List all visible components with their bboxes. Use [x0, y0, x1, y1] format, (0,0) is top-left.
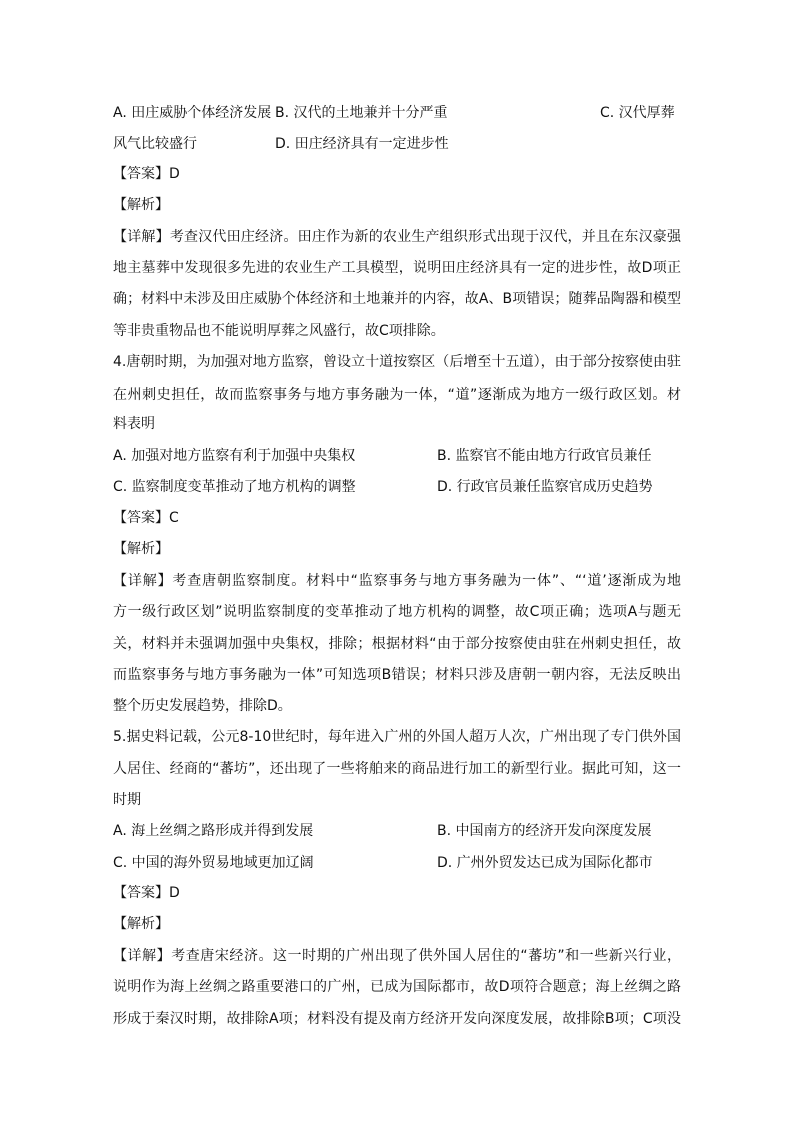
- q3-detail-line: 地主墓葬中发现很多先进的农业生产工具模型，说明田庄经济具有一定的进步性，故D项正: [113, 260, 681, 276]
- q5-stem-line: 人居住、经商的“蕃坊”，还出现了一些将舶来的商品进行加工的新型行业。据此可知，这一: [113, 761, 681, 777]
- q4-option-a: A. 加强对地方监察有利于加强中央集权: [113, 448, 356, 464]
- q3-analysis-label: 【解析】: [113, 197, 169, 213]
- q4-option-d: D. 行政官员兼任监察官成历史趋势: [437, 479, 653, 495]
- q4-detail-line: 而监察事务与地方事务融为一体”可知选项B错误；材料只涉及唐朝一朝内容，无法反映出: [113, 667, 681, 683]
- q4-detail-line: 【详解】考查唐朝监察制度。材料中“监察事务与地方事务融为一体”、“‘道’逐渐成为地: [113, 573, 681, 589]
- q5-option-c: C. 中国的海外贸易地域更加辽阔: [113, 855, 314, 871]
- q5-analysis-label: 【解析】: [113, 916, 169, 932]
- q5-option-b: B. 中国南方的经济开发向深度发展: [437, 823, 652, 839]
- q4-stem-line: 料表明: [113, 416, 155, 432]
- q4-stem-line: 在州刺史担任，故而监察事务与地方事务融为一体，“道”逐渐成为地方一级行政区划。材: [113, 387, 681, 403]
- q5-stem-line: 时期: [113, 792, 141, 808]
- q3-detail-line: 等非贵重物品也不能说明厚葬之风盛行，故C项排除。: [113, 323, 445, 339]
- q4-detail-line: 方一级行政区划”说明监察制度的变革推动了地方机构的调整，故C项正确；选项A与题无: [113, 604, 681, 620]
- q5-detail-line: 【详解】考查唐宋经济。这一时期的广州出现了供外国人居住的“蕃坊”和一些新兴行业，: [113, 948, 681, 964]
- q3-detail-line: 确；材料中未涉及田庄威胁个体经济和土地兼并的内容，故A、B项错误；随葬品陶器和模型: [113, 291, 681, 307]
- q3-option-c: C. 汉代厚葬: [600, 105, 675, 121]
- q5-answer: 【答案】D: [113, 885, 180, 901]
- q4-answer: 【答案】C: [113, 510, 179, 526]
- q3-option-b: B. 汉代的土地兼并十分严重: [275, 105, 448, 121]
- q3-answer: 【答案】D: [113, 166, 180, 182]
- q4-detail-line: 整个历史发展趋势，排除D。: [113, 698, 292, 714]
- q5-stem-line: 5.据史料记载，公元8-10世纪时，每年进入广州的外国人超万人次，广州出现了专门供外国: [113, 729, 681, 745]
- q3-option-a: A. 田庄威胁个体经济发展: [113, 105, 272, 121]
- q4-stem-line: 4.唐朝时期，为加强对地方监察，曾设立十道按察区（后增至十五道），由于部分按察使由驻: [113, 354, 681, 370]
- q4-detail-line: 关，材料并未强调加强中央集权，排除；根据材料“由于部分按察使由驻在州刺史担任，故: [113, 636, 681, 652]
- q4-option-b: B. 监察官不能由地方行政官员兼任: [437, 448, 652, 464]
- q5-option-d: D. 广州外贸发达已成为国际化都市: [437, 855, 653, 871]
- q3-detail-line: 【详解】考查汉代田庄经济。田庄作为新的农业生产组织形式出现于汉代，并且在东汉豪强: [113, 229, 681, 245]
- q3-option-d: D. 田庄经济具有一定进步性: [275, 136, 449, 152]
- q5-detail-line: 形成于秦汉时期，故排除A项；材料没有提及南方经济开发向深度发展，故排除B项；C项没: [113, 1011, 681, 1027]
- q5-detail-line: 说明作为海上丝绸之路重要港口的广州，已成为国际都市，故D项符合题意；海上丝绸之路: [113, 979, 681, 995]
- q3-option-c-cont: 风气比较盛行: [113, 136, 197, 152]
- q4-analysis-label: 【解析】: [113, 541, 169, 557]
- q4-option-c: C. 监察制度变革推动了地方机构的调整: [113, 479, 356, 495]
- q5-option-a: A. 海上丝绸之路形成并得到发展: [113, 823, 314, 839]
